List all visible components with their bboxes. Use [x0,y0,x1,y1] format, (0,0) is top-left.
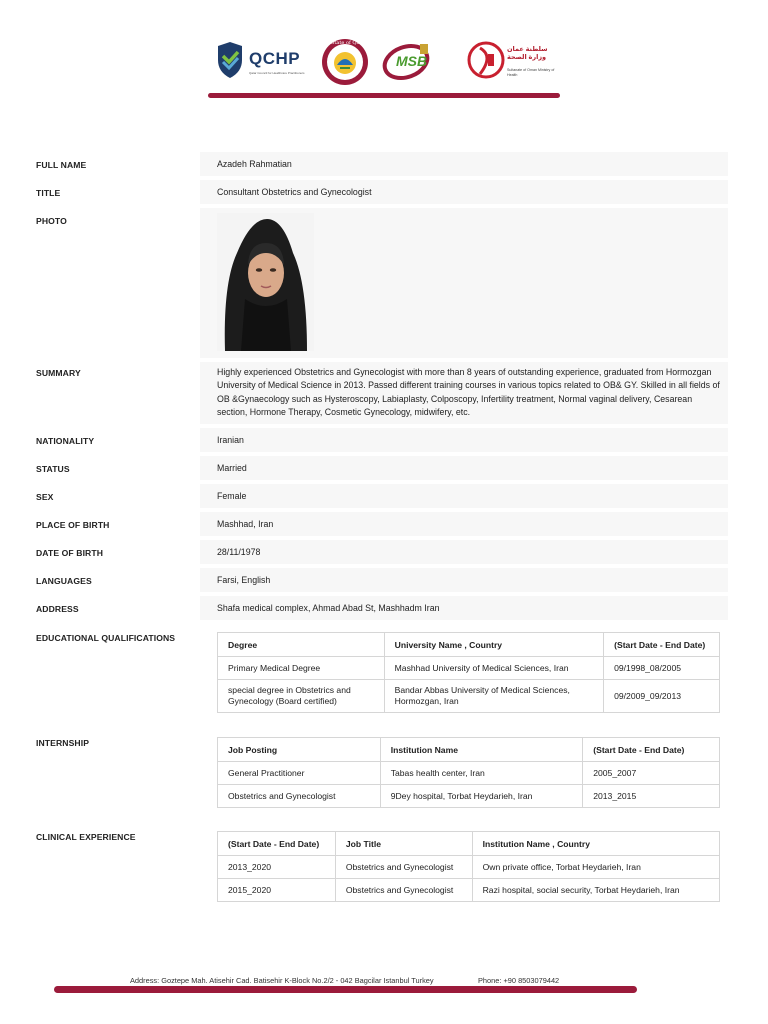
oman-ministry-emblem-icon [466,40,506,84]
internship-dates-cell: 2005_2007 [583,762,720,785]
table-row [218,680,720,713]
sex-label: SEX [36,492,54,502]
clinical-header-dates: (Start Date - End Date) [218,832,336,856]
clinical-header-row [218,832,720,856]
date-of-birth-label: DATE OF BIRTH [36,548,104,558]
qatar-seal-text: State of Qatar [331,40,367,46]
education-header-dates: (Start Date - End Date) [604,633,720,657]
education-dates-cell: 09/2009_09/2013 [604,680,720,713]
sex-value: Female [217,491,247,501]
place-of-birth-value: Mashhad, Iran [217,519,274,529]
clinical-job-cell: Obstetrics and Gynecologist [335,879,472,902]
footer-address: Address: Goztepe Mah. Atisehir Cad. Batisehir K-Block No.2/2 - 042 Bagcilar Istanbul Turkey [130,976,434,985]
address-label: ADDRESS [36,604,79,614]
table-row [218,879,720,902]
clinical-experience-table [217,831,720,902]
full-name-value: Azadeh Rahmatian [217,159,292,169]
nationality-value: Iranian [217,435,244,445]
education-degree-cell: Primary Medical Degree [218,657,385,680]
education-university-cell: Mashhad University of Medical Sciences, Iran [384,657,603,680]
nationality-label: NATIONALITY [36,436,95,446]
qchp-subtitle: Qatar Council for Healthcare Practitioners [249,71,305,75]
qatar-ministry-seal [320,38,370,86]
table-row [218,657,720,680]
nationality-row-bg [200,428,728,452]
footer-phone: Phone: +90 8503079442 [478,976,560,985]
languages-value: Farsi, English [217,575,271,585]
dob-row-bg [200,540,728,564]
education-dates-cell: 09/1998_08/2005 [604,657,720,680]
internship-table [217,737,720,808]
languages-row-bg [200,568,728,592]
internship-header-row [218,738,720,762]
internship-dates-cell: 2013_2015 [583,785,720,808]
clinical-experience-label: CLINICAL EXPERIENCE [36,832,136,842]
qchp-title: QCHP [249,49,301,68]
photo-label: PHOTO [36,216,67,226]
title-value: Consultant Obstetrics and Gynecologist [217,187,372,197]
clinical-institution-cell: Own private office, Torbat Heydarieh, Iran [472,856,719,879]
msb-text: MSB [396,53,428,69]
footer-divider [54,986,637,993]
education-header-university: University Name , Country [384,633,603,657]
internship-institution-cell: Tabas health center, Iran [380,762,583,785]
internship-header-job: Job Posting [218,738,381,762]
clinical-dates-cell: 2015_2020 [218,879,336,902]
status-row-bg [200,456,728,480]
table-row [218,785,720,808]
oman-arabic-text: سلطنة عمان وزارة الصحة [507,46,548,61]
clinical-header-institution: Institution Name , Country [472,832,719,856]
full-name-label: FULL NAME [36,160,87,170]
internship-label: INTERNSHIP [36,738,90,748]
portrait-photo-icon [217,213,314,351]
education-university-cell: Bandar Abbas University of Medical Sciences, Hormozgan, Iran [384,680,603,713]
clinical-job-cell: Obstetrics and Gynecologist [335,856,472,879]
status-label: STATUS [36,464,70,474]
education-header-degree: Degree [218,633,385,657]
internship-header-institution: Institution Name [380,738,583,762]
clinical-dates-cell: 2013_2020 [218,856,336,879]
internship-job-cell: Obstetrics and Gynecologist [218,785,381,808]
education-degree-cell: special degree in Obstetrics and Gynecology (Board certified) [218,680,385,713]
education-label: EDUCATIONAL QUALIFICATIONS [36,633,176,643]
languages-label: LANGUAGES [36,576,92,586]
internship-job-cell: General Practitioner [218,762,381,785]
clinical-institution-cell: Razi hospital, social security, Torbat Heydarieh, Iran [472,879,719,902]
status-value: Married [217,463,247,473]
profile-photo [217,213,314,351]
place-of-birth-label: PLACE OF BIRTH [36,520,110,530]
education-table [217,632,720,713]
msb-logo [382,42,452,82]
clinical-header-job-title: Job Title [335,832,472,856]
summary-value: Highly experienced Obstetrics and Gynecologist with more than 8 years of outstanding experience, graduated from Hormozgan University of Medical Science in 2013. Passed different training courses in various topics related to OB& GY. Skilled in all fields of OB &Gynaecology such as Hysteroscopy, Labiaplasty, Colposcopy, Infertility treatment, Normal vaginal delivery, Cesarean section, Hormone Therapy, Cosmetic Gynecology, midwifery, etc. [217,367,720,418]
oman-ministry-logo [466,40,556,84]
oman-english-text: Sultanate of Oman Ministry of Health [507,68,555,77]
summary-label: SUMMARY [36,368,81,378]
address-value: Shafa medical complex, Ahmad Abad St, Mashhadm Iran [217,603,440,613]
header-divider [208,93,560,98]
internship-institution-cell: 9Dey hospital, Torbat Heydarieh, Iran [380,785,583,808]
table-row [218,856,720,879]
sex-row-bg [200,484,728,508]
table-row [218,762,720,785]
date-of-birth-value: 28/11/1978 [217,547,261,557]
education-header-row [218,633,720,657]
qchp-logo [216,42,308,82]
title-label: TITLE [36,188,61,198]
pob-row-bg [200,512,728,536]
header-logos [216,38,556,88]
internship-header-dates: (Start Date - End Date) [583,738,720,762]
